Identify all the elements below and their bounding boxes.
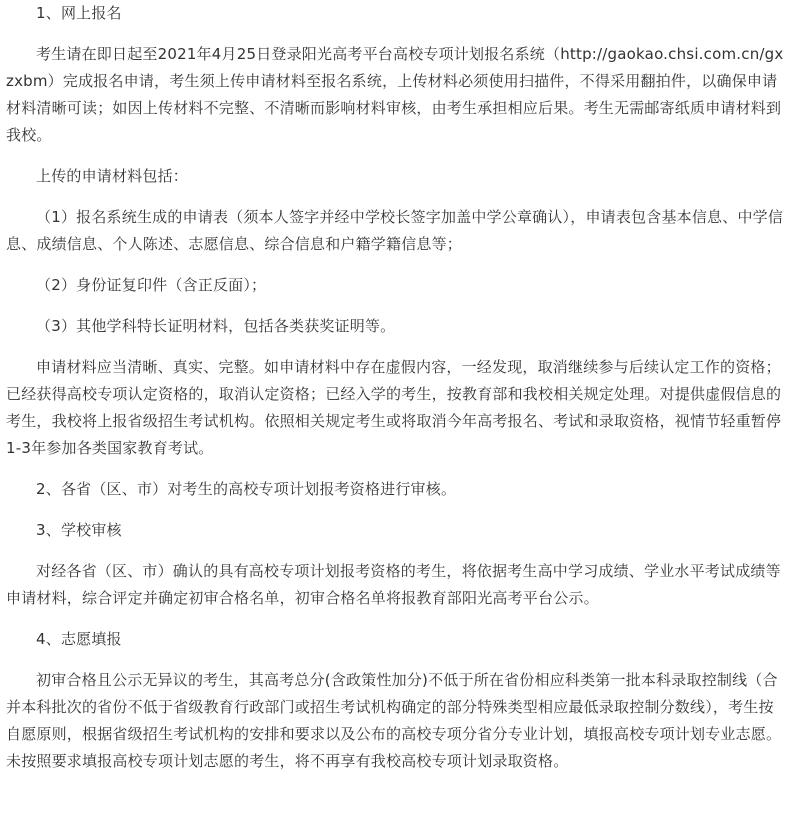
heading-province-review: 2、各省（区、市）对考生的高校专项计划报考资格进行审核。 <box>36 480 457 498</box>
school-review-description: 对经各省（区、市）确认的具有高校专项计划报考资格的考生，将依据考生高中学习成绩、学业水平考试成绩等申请材料，综合评定并确定初审合格名单，初审合格名单将报教育部阳光高考平台公示。 <box>6 562 781 607</box>
materials-authenticity-notice: 申请材料应当清晰、真实、完整。如申请材料中存在虚假内容，一经发现，取消继续参与后续认定工作的资格；已经获得高校专项认定资格的，取消认定资格；已经入学的考生，按教育部和我校相关规定处理。对提供虚假信息的考生，我校将上报省级招生考试机构。依照相关规定考生或将取消今年高考报名、考试和录取资格，视情节轻重暂停1-3年参加各类国家教育考试。 <box>6 358 782 457</box>
heading-school-review: 3、学校审核 <box>36 521 122 539</box>
heading-online-registration: 1、网上报名 <box>36 4 122 22</box>
materials-intro: 上传的申请材料包括： <box>36 167 189 185</box>
material-item-application-form: （1）报名系统生成的申请表（须本人签字并经中学校长签字加盖中学公章确认），申请表包含基本信息、中学信息、成绩信息、个人陈述、志愿信息、综合信息和户籍学籍信息等； <box>6 208 784 253</box>
heading-volunteer-filling: 4、志愿填报 <box>36 630 122 648</box>
material-item-other-proof: （3）其他学科特长证明材料，包括各类获奖证明等。 <box>36 317 396 335</box>
material-item-id-copy: （2）身份证复印件（含正反面）； <box>36 276 267 294</box>
registration-instructions: 考生请在即日起至2021年4月25日登录阳光高考平台高校专项计划报名系统（http://gaokao.chsi.com.cn/gxzxbm）完成报名申请，考生须上传申请材料至报名系统，上传材料必须使用扫描件，不得采用翻拍件，以确保申请材料清晰可读；如因上传材料不完整、不清晰而影响材料审核，由考生承担相应后果。考生无需邮寄纸质申请材料到我校。 <box>6 45 784 144</box>
volunteer-filling-description: 初审合格且公示无异议的考生，其高考总分(含政策性加分)不低于所在省份相应科类第一批本科录取控制线（合并本科批次的省份不低于省级教育行政部门或招生考试机构确定的部分特殊类型相应最低录取控制分数线），考生按自愿原则，根据省级招生考试机构的安排和要求以及公布的高校专项分省分专业计划，填报高校专项计划专业志愿。未按照要求填报高校专项计划志愿的考生，将不再享有我校高校专项计划录取资格。 <box>6 671 782 770</box>
